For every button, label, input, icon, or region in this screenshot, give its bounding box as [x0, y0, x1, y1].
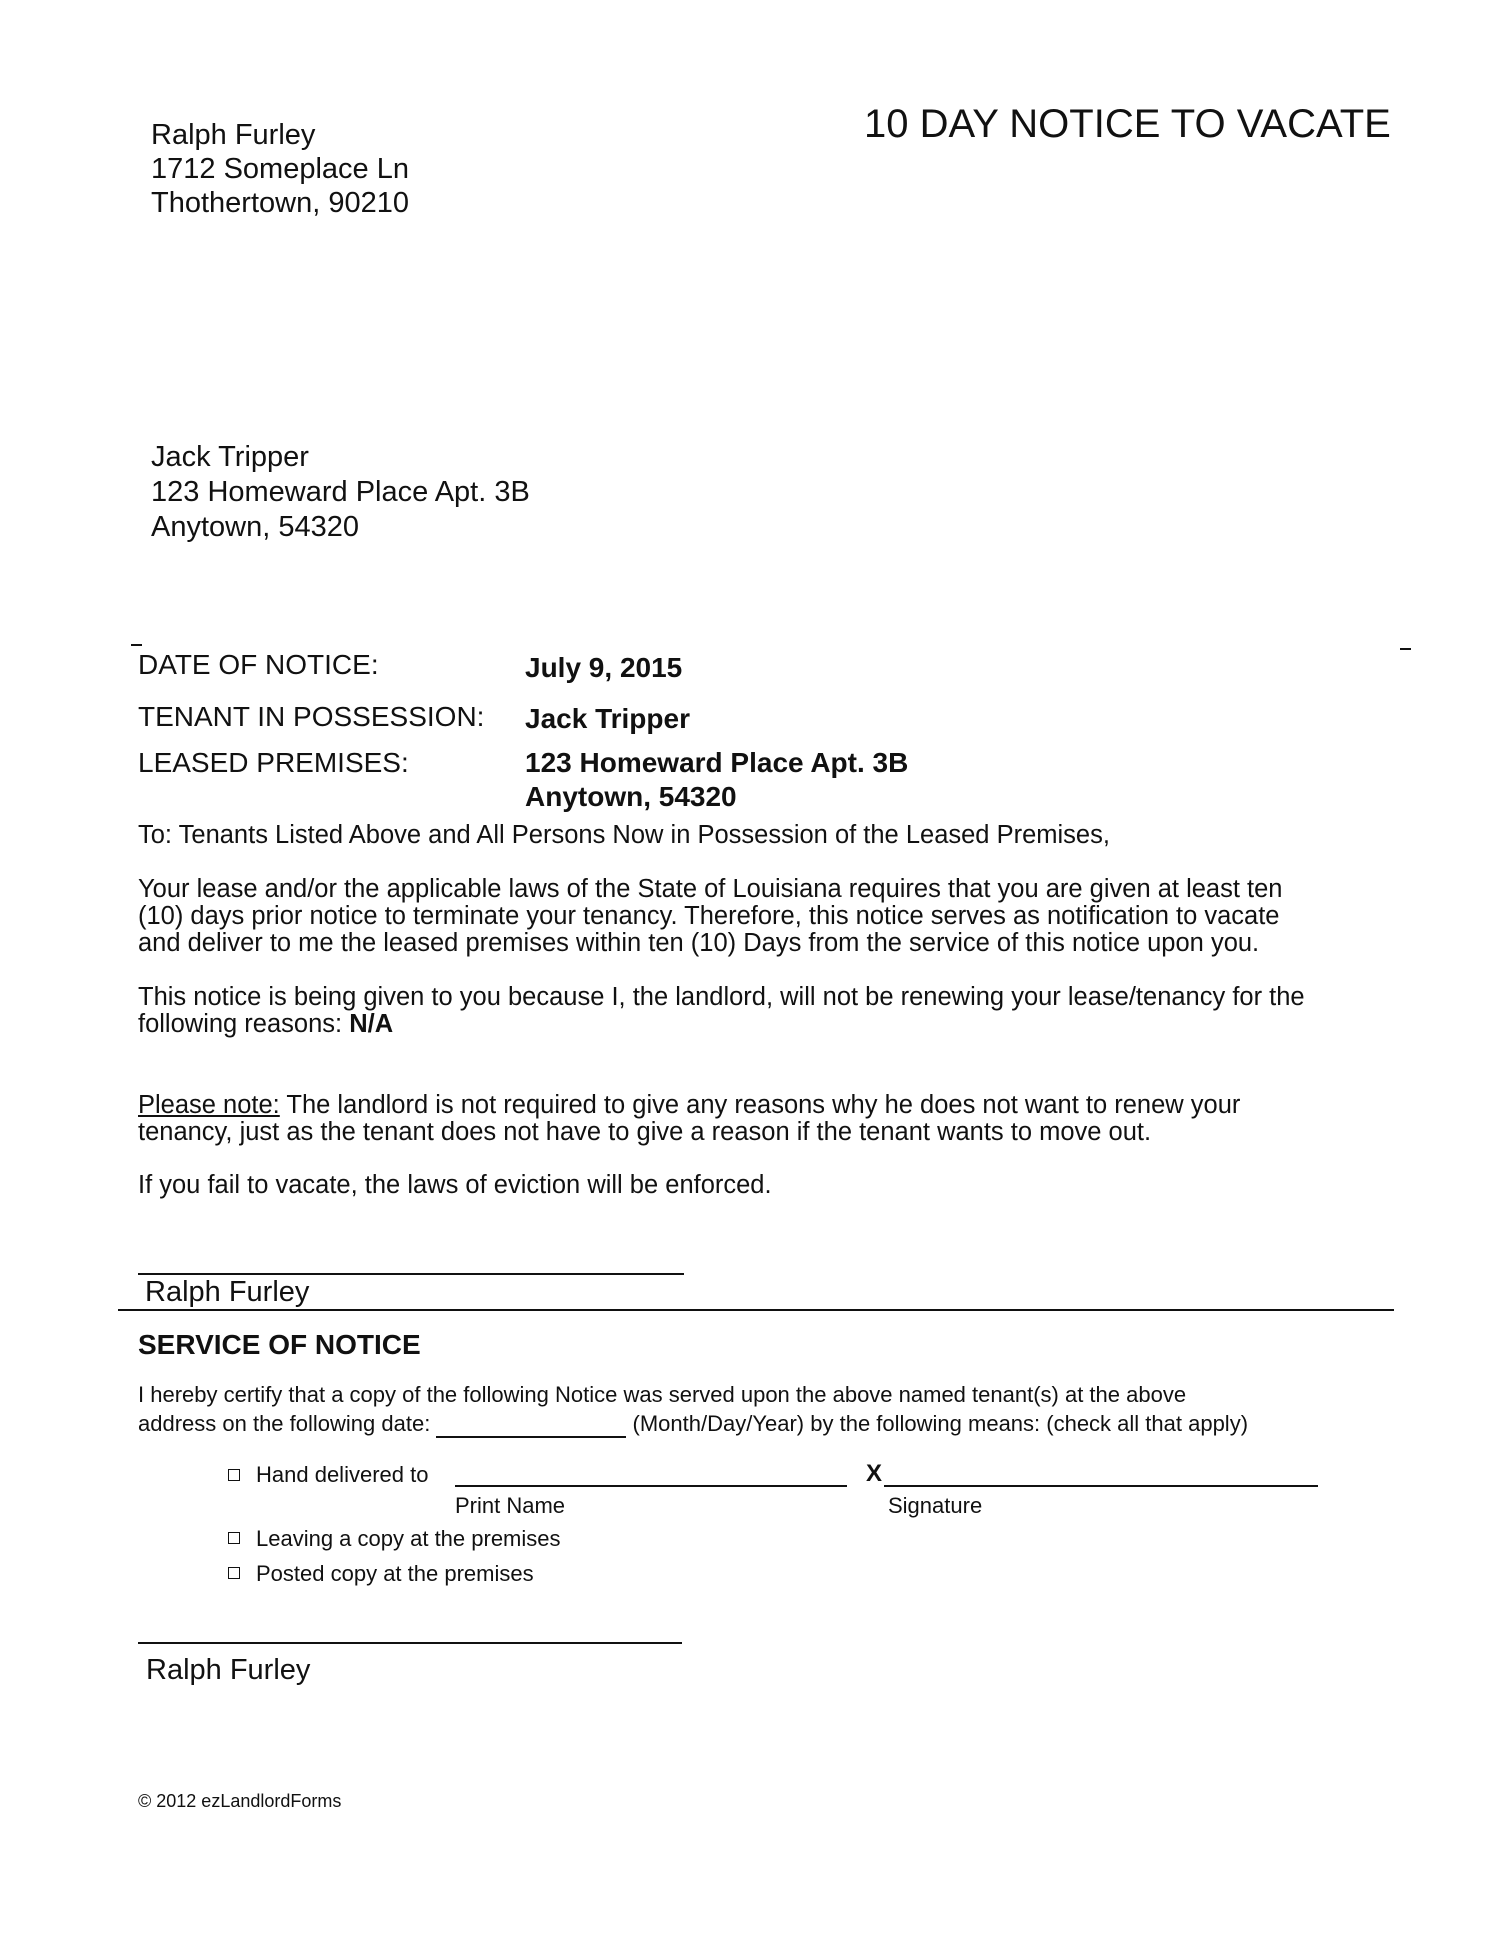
service-line2 — [138, 1409, 1248, 1438]
paragraph-lease-line3: and deliver to me the leased premises within ten (10) Days from the service of this notice upon you. — [138, 929, 1260, 957]
paragraph-reasons — [138, 984, 1398, 1038]
posted-copy-label: Posted copy at the premises — [256, 1561, 534, 1586]
tenant-address-line1: 123 Homeward Place Apt. 3B — [151, 476, 530, 508]
reasons-prefix: following reasons: — [138, 1010, 350, 1038]
service-date-blank[interactable] — [436, 1414, 626, 1438]
paragraph-reasons-line1: This notice is being given to you because I, the landlord, will not be renewing your lease/tenancy for the — [138, 983, 1305, 1011]
leased-premises-label: LEASED PREMISES: — [138, 747, 409, 778]
tenant-signature-line[interactable] — [884, 1485, 1318, 1487]
leased-premises-line2: Anytown, 54320 — [525, 781, 737, 812]
paragraph-lease-terms — [138, 876, 1398, 957]
reasons-value: N/A — [349, 1010, 394, 1038]
leaving-copy-label: Leaving a copy at the premises — [256, 1526, 561, 1551]
date-of-notice-value: July 9, 2015 — [525, 652, 683, 683]
landlord-address-line1: 1712 Someplace Ln — [151, 153, 409, 185]
signature-name-2: Ralph Furley — [146, 1654, 311, 1686]
please-note-text: The landlord is not required to give any reasons why he does not want to renew your — [279, 1091, 1241, 1119]
paragraph-please-note — [138, 1092, 1398, 1146]
tenant-address-line2: Anytown, 54320 — [151, 511, 359, 543]
section-divider — [118, 1309, 1394, 1311]
signature-name-1: Ralph Furley — [145, 1276, 310, 1308]
service-heading: SERVICE OF NOTICE — [138, 1329, 421, 1360]
tenant-name: Jack Tripper — [151, 441, 309, 473]
paragraph-reasons-line2 — [138, 1011, 1398, 1038]
document-title: 10 DAY NOTICE TO VACATE — [864, 102, 1391, 146]
print-name-line[interactable] — [455, 1485, 847, 1487]
paragraph-eviction: If you fail to vacate, the laws of eviction will be enforced. — [138, 1171, 772, 1199]
posted-copy-checkbox[interactable] — [228, 1567, 240, 1579]
tenant-in-possession-value: Jack Tripper — [525, 703, 690, 734]
service-line1: I hereby certify that a copy of the following Notice was served upon the above named tenant(s) at the above — [138, 1382, 1187, 1407]
service-line2-suffix: (Month/Day/Year) by the following means: (check all that apply) — [626, 1411, 1249, 1436]
please-note-line1 — [138, 1092, 1398, 1119]
signature-x-mark: X — [866, 1460, 883, 1487]
please-note-label: Please note: — [138, 1091, 280, 1119]
margin-mark-right — [1400, 648, 1411, 650]
date-of-notice-label: DATE OF NOTICE: — [138, 649, 379, 680]
landlord-address-line2: Thothertown, 90210 — [151, 187, 409, 219]
signature-caption: Signature — [888, 1493, 983, 1518]
paragraph-lease-line2: (10) days prior notice to terminate your tenancy. Therefore, this notice serves as notification to vacate — [138, 902, 1280, 930]
margin-mark-left — [131, 644, 142, 646]
signature-line-2 — [138, 1642, 682, 1644]
hand-delivered-label: Hand delivered to — [256, 1462, 429, 1487]
paragraph-lease-line1: Your lease and/or the applicable laws of the State of Louisiana requires that you are given at least ten — [138, 875, 1283, 903]
footer-copyright: © 2012 ezLandlordForms — [138, 1791, 342, 1811]
leaving-copy-checkbox[interactable] — [228, 1532, 240, 1544]
landlord-name: Ralph Furley — [151, 119, 316, 151]
please-note-line2: tenancy, just as the tenant does not have to give a reason if the tenant wants to move out. — [138, 1118, 1152, 1146]
service-line2-prefix: address on the following date: — [138, 1411, 437, 1436]
leased-premises-line1: 123 Homeward Place Apt. 3B — [525, 747, 909, 778]
print-name-caption: Print Name — [455, 1493, 566, 1518]
salutation: To: Tenants Listed Above and All Persons Now in Possession of the Leased Premises, — [138, 821, 1110, 849]
hand-delivered-checkbox[interactable] — [228, 1469, 240, 1481]
tenant-in-possession-label: TENANT IN POSSESSION: — [138, 701, 485, 732]
